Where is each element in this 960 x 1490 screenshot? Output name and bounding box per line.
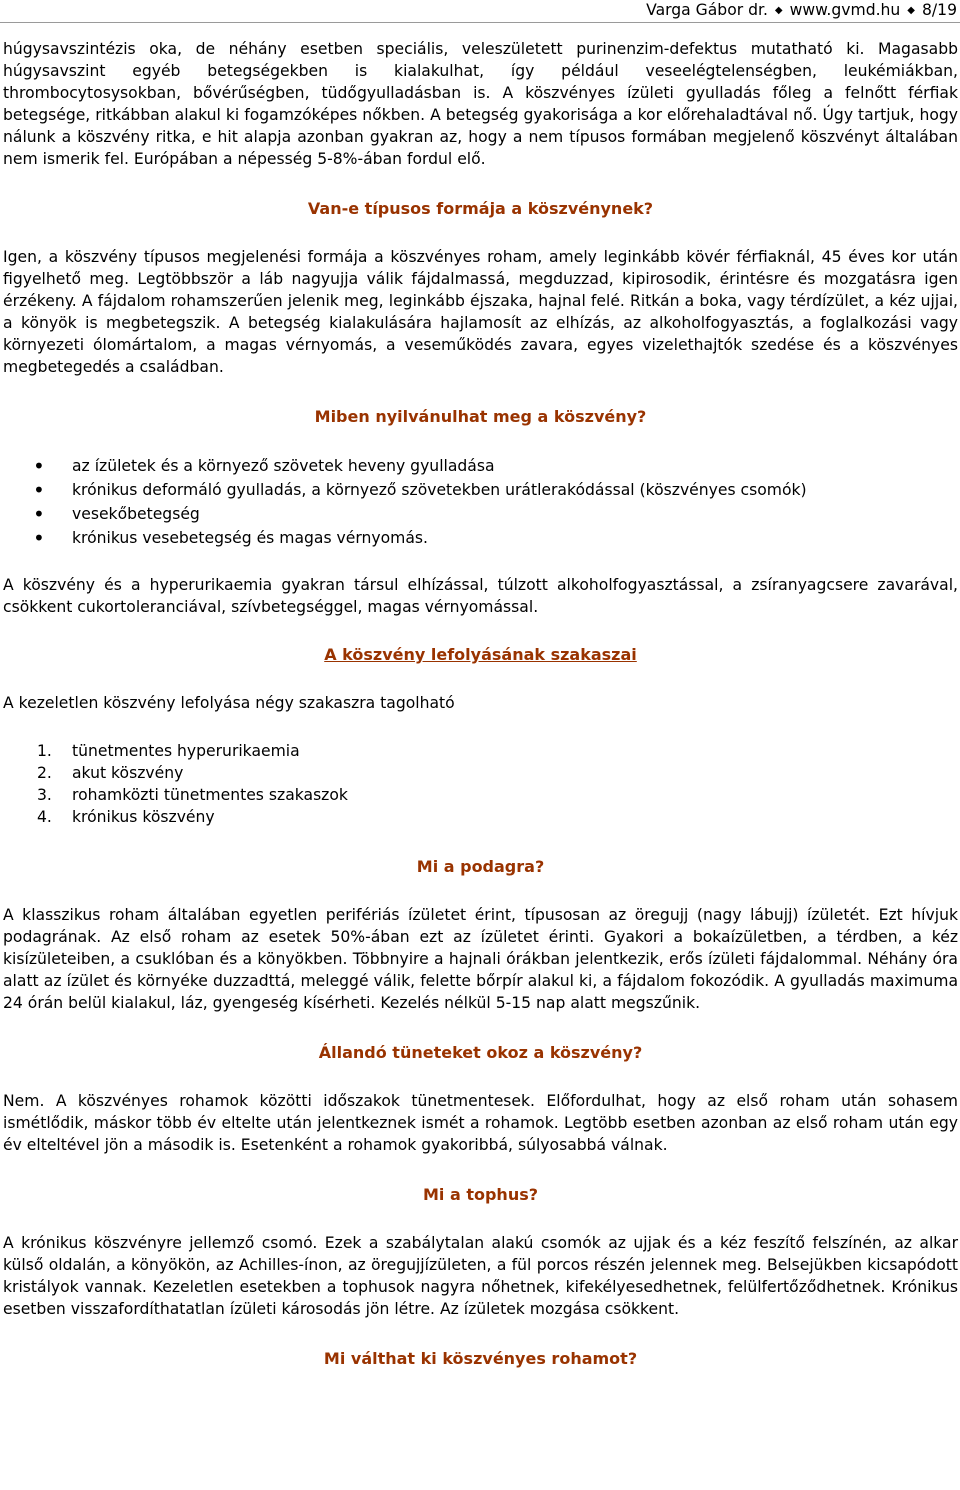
list-item — [3, 784, 958, 806]
stages-list — [3, 740, 958, 828]
list-item-text: vesekőbetegség — [72, 505, 200, 523]
header-author: Varga Gábor dr. — [646, 1, 768, 19]
list-item-number: 1. — [37, 742, 52, 760]
list-item — [3, 454, 958, 478]
paragraph-podagra: A klasszikus roham általában egyetlen perifériás ízületet érint, típusosan az öregujj (nagy lábujj) ízületét. Ezt hívjuk podagrának. Az első roham az esetek 50%-ában ezt az ízületet érinti. Gyakori a bokaízületben, a térdben, a kéz kisízületeiben, a csuklóban és a könyökben. Többnyire a hajnali órákban jelentkezik, erős ízületi fájdalommal. Néhány óra alatt az ízület és környéke duzzadttá, meleggé válik, felette bőrpír alakul ki, a fájdalom fokozódik. A gyulladás maximuma 24 órán belül kialakul, láz, gyengeség kísérheti. Kezelés nélkül 5-15 nap alatt megszűnik. — [3, 906, 958, 1012]
list-item — [3, 762, 958, 784]
paragraph-typical-form: Igen, a köszvény típusos megjelenési formája a köszvényes roham, amely leginkább kövér férfiaknál, 45 éves kor után figyelhető meg. Legtöbbször a láb nagyujja válik fájdalmassá, megduzzad, kipirosodik, érintésre és mozgatásra igen érzékeny. A fájdalom rohamszerűen jelenik meg, leginkább éjszaka, hajnal felé. Ritkán a boka, vagy térdízület, a kéz ujjai, a könyök is megbetegszik. A betegség kialakulására hajlamosít az elhízás, az alkoholfogyasztás, a foglalkozási vagy környezeti ólomártalom, a magas vérnyomás, a veseműködés zavara, egyes vizelethajtók szedése és a köszvényes megbetegedés a családban. — [3, 248, 958, 376]
list-item — [3, 478, 958, 502]
list-item — [3, 502, 958, 526]
page-header — [0, 0, 960, 23]
header-page-number: 8/19 — [921, 1, 957, 19]
list-item-text: rohamközti tünetmentes szakaszok — [72, 786, 348, 804]
manifestation-list — [3, 454, 958, 550]
paragraph-stages-intro: A kezeletlen köszvény lefolyása négy szakaszra tagolható — [3, 694, 455, 712]
list-item-text: az ízületek és a környező szövetek heveny gyulladása — [72, 457, 495, 475]
list-item-number: 2. — [37, 764, 52, 782]
document-body — [3, 38, 958, 1370]
heading-permanent-symptoms: Állandó tüneteket okoz a köszvény? — [318, 1043, 643, 1062]
header-site: www.gvmd.hu — [789, 1, 901, 19]
list-item-text: akut köszvény — [72, 764, 184, 782]
list-item — [3, 526, 958, 550]
heading-trigger: Mi válthat ki köszvényes rohamot? — [323, 1349, 638, 1368]
heading-typical-form: Van-e típusos formája a köszvénynek? — [307, 199, 654, 218]
list-item-text: krónikus köszvény — [72, 808, 215, 826]
list-item — [3, 806, 958, 828]
paragraph-comorbidity: A köszvény és a hyperurikaemia gyakran társul elhízással, túlzott alkoholfogyasztással, a zsíranyagcsere zavarával, csökkent cukortoleranciával, szívbetegséggel, magas vérnyomással. — [3, 576, 958, 616]
diamond-separator-icon: ◆ — [774, 5, 783, 16]
list-item-number: 4. — [37, 808, 52, 826]
intro-paragraph: húgysavszintézis oka, de néhány esetben speciális, veleszületett purinenzim-defektus mutatható ki. Magasabb húgysavszint egyéb betegségekben is kialakulhat, így például veseelégtelenségben, leukémiákban, thrombocytosysokban, bővérűségben, tüdőgyulladásban is. A köszvényes ízületi gyulladás főleg a felnőtt férfiak betegsége, ritkábban alakul ki fogamzóképes nőkben. A betegség gyakorisága a kor előrehaladtával nő. Úgy tartjuk, hogy nálunk a köszvény ritka, e hit alapja azonban gyakran az, hogy a nem típusos formában megjelenő köszvényt általában nem ismerik fel. Európában a népesség 5-8%-ában fordul elő. — [3, 40, 958, 168]
diamond-separator-icon: ◆ — [907, 5, 915, 16]
paragraph-tophus: A krónikus köszvényre jellemző csomó. Ezek a szabálytalan alakú csomók az ujjak és a kéz feszítő felszínén, az alkar külső oldalán, a könyökön, az Achilles-ínon, az öregujjízületen, a fül porcos részén jelennek meg. Belsejükben kicsapódott kristályok vannak. Kezeletlen esetekben a tophusok nagyra nőhetnek, kifekélyesedhetnek, felülfertőződhetnek. Krónikus esetben visszafordíthatatlan ízületi károsodás jön létre. Az ízületek mozgása csökkent. — [3, 1234, 958, 1318]
heading-tophus: Mi a tophus? — [422, 1185, 539, 1204]
list-item-text: krónikus vesebetegség és magas vérnyomás. — [72, 529, 428, 547]
list-item-text: krónikus deformáló gyulladás, a környező szövetekben urátlerakódással (köszvényes csomók) — [72, 481, 807, 499]
paragraph-permanent-symptoms: Nem. A köszvényes rohamok közötti időszakok tünetmentesek. Előfordulhat, hogy az első roham után sohasem ismétlődik, máskor több év eltelte után jelentkeznek ismét a rohamok. Legtöbb esetben azonban az első roham után egy év elteltével jön a második is. Esetenként a rohamok gyakoribbá, súlyosabbá válnak. — [3, 1092, 958, 1154]
heading-podagra: Mi a podagra? — [416, 857, 545, 876]
heading-manifestation: Miben nyilvánulhat meg a köszvény? — [314, 407, 647, 426]
list-item-text: tünetmentes hyperurikaemia — [72, 742, 300, 760]
list-item — [3, 740, 958, 762]
header-text — [646, 1, 957, 19]
heading-stages: A köszvény lefolyásának szakaszai — [324, 645, 637, 664]
list-item-number: 3. — [37, 786, 52, 804]
